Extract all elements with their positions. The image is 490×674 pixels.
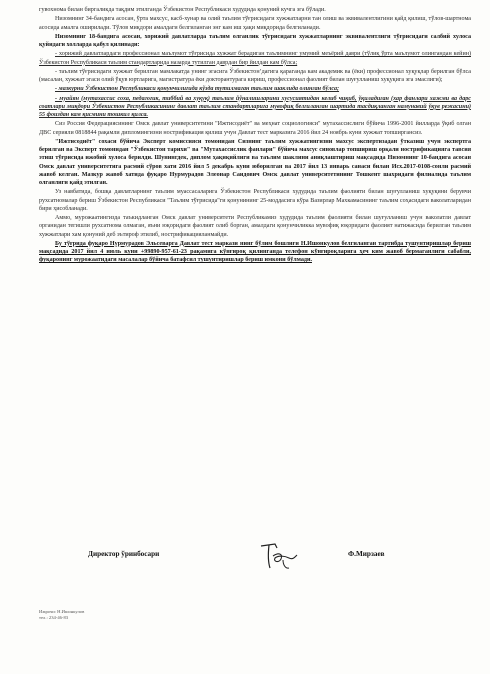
signatory-name: Ф.Мирзаев [348,550,385,558]
list-item-form: - мазкурни Ўзбекистон Республикаси қонунчилигида кўзда тутилмаган таълим шаклида олинган бўлса; [55,86,340,93]
letter-body [39,6,471,266]
executor-phone: тел.: 234-46-83 [39,615,69,620]
list-item-curriculum: - муайян (мутахассис соха, педагогик, тиббий ва хуқуқ) таълим йўналишларини хусусиятидан келиб чиқиб, ўқиладиган (хар фанлари хажми ва дарс соатлари миқдори Ўзбекистон Республикасининг давлат таълим стандартларига мувофиқ белгиланган шартида тасдиқланган намунавий ўқув режасини) 55 фоиздан кам қисмини тошкил қилса. [39,95,471,118]
paragraph-contact-attempt: Бу тўғрида фуқаро Нурмурадов Эльсеварга Давлат тест маркази нинг бўлим бошлиғи Н.Ишонкулов белгиланган тартибда тушунтиришлар бериш мақсадида 2017 йил 4 июль куни +99890-957-61-23 рақамига кўнғироқ қилинганда телефон кўнғироқларига ҳеч ким жавоб бермаганлиги сабабли, фуқаронинг мурожаатидаги масалалар бўйича батафсил тушунтиришлар бериш имкони бўлмади. [39,240,471,264]
paragraph-conclusion: Аммо, мурожаатингизда таъкидланган Омск давлат университети Республикамиз худудида таълим фаолияти билан шуғулланиш учун ваколатли давлат органидан тегишли рухсатнома олмаган, яъни юқоридаги фаолият олиб борган, амалдаги қонунчиликка мувофиқ юқоридаги фаолият натижасида берилган таълим хужжатлари хам қонуний деб эътироф этилиб, нострификацияланмайди. [39,215,471,238]
list-item-period: - хорижий давлатлардаги профессионал маълумот тўғрисида хужжат берадиган таълимнинг умумий меъёрий даври (тўлиқ ўрта маълумот олингандан кейин) Ўзбекистон Республикаси таълим стандартларида назарда тутилган даврдан бир йилдан кам бўлса; [39,51,471,66]
paragraph-intro: гувохнома билан биргаликда тақдим этилганда Ўзбекистон Республикаси худудида қонуний кучга эга бўлади. [39,7,326,13]
signature-block [48,538,468,578]
footer-executor [39,609,84,621]
executor-name: Ижрочи: Н.Ишонкулов [39,609,85,614]
paragraph-authority: Уз навбатида, бошқа давлатларнинг таълим муассасаларига Ўзбекистон Республикаси худудида таълим фаолияти билан шуғулланиш хуқуқини берувчи рухсатномалар бериш Ўзбекистон Республикаси "Таълим тўғрисида"ги қонунининг 25-моддасига кўра Вазирлар Махкамасининг таълим соҳасидаги ваколатларидан бири ҳисобланади. [39,189,471,212]
paragraph-clause-18-heading: Низомнинг 18-бандига асосан, хорижий давлатларда таълим олганлик тўғрисидаги хужжатларнинг эквивалентлиги тўғрисидаги салбий хулоса қуйидаги холларда қабул қилинади: [39,33,471,48]
list-item-rights: - таълим тўғрисидаги хужжат берилган мамлакатда унинг эгасига Ўзбекистон’дагига қараганда кам академик ва (ёки) профессионал хуқуқлар берилган бўлса (масалан, хужжат эгаси олий ўқув юртларига, магистратура ёки докторантурага кириш, профессионал фаолият билан шуғулланиш хуқуқига эга эмаслиги); [39,68,471,83]
signatory-role: Директор ўринбосари [88,550,160,558]
paragraph-clause-34: Низомнинг 34-бандига асосан, ўрта махсус, касб-хунар ва олий таълим тўғрисидаги хужжатларни тан олиш ва эквивалентлигини қайд қилиш, тўлов-шартнома асосида амалга оширилади. Тўлов миқдори амалдаги белгиланган энг кам иш ҳақи миқдорида белгиланади. [39,16,471,31]
paragraph-expert-review: "Ижтисодиёт" сохаси бўйича Эксперт комиссияси томонидан Сизнинг таълим хужжатингизни махсус экспертизадан ўтказиш учун экспертга берилган ва Эксперт томонидан "Ўзбекистон тарихи" ва "Мутахассислик фанлари" бўйича махсус синовлар топшириш орқали нострификацияга тавсия этиш тўғрисида ижобий хулоса берилди. Шунингдек, диплом ҳақиқийлиги ва таълим шаклини аниқлаштириш мақсадида Низомнинг 10-бандига асосан Омск давлат университетига расмий сўров хати 2016 йил 5 декабрь куни юборилган ва 2017 йил 13 январь санаси билан Исх.2017-0108-сонли расмий жавоб келган. Мазкур жавоб хатида фуқаро Нурмурадов Элеонар Саидович Омск давлат университетининг Тошкент шахридаги филиалида таълим олганлиги қайд этилган. [39,138,471,186]
handwritten-signature-icon [253,538,323,574]
paragraph-submission: Сиз Россия Федерациясининг Омск давлат университетини "Ижтисодиёт" ва меҳнат социологияси" мутахассислиги бўйича 1996-2001 йилларда ўқиб олган ДВС серияли 0818844 рақамли дипломингизни нострификация қилиш учун Давлат тест марказига 2016 йил 24 ноябрь куни хужжат топширгансиз. [39,121,471,136]
